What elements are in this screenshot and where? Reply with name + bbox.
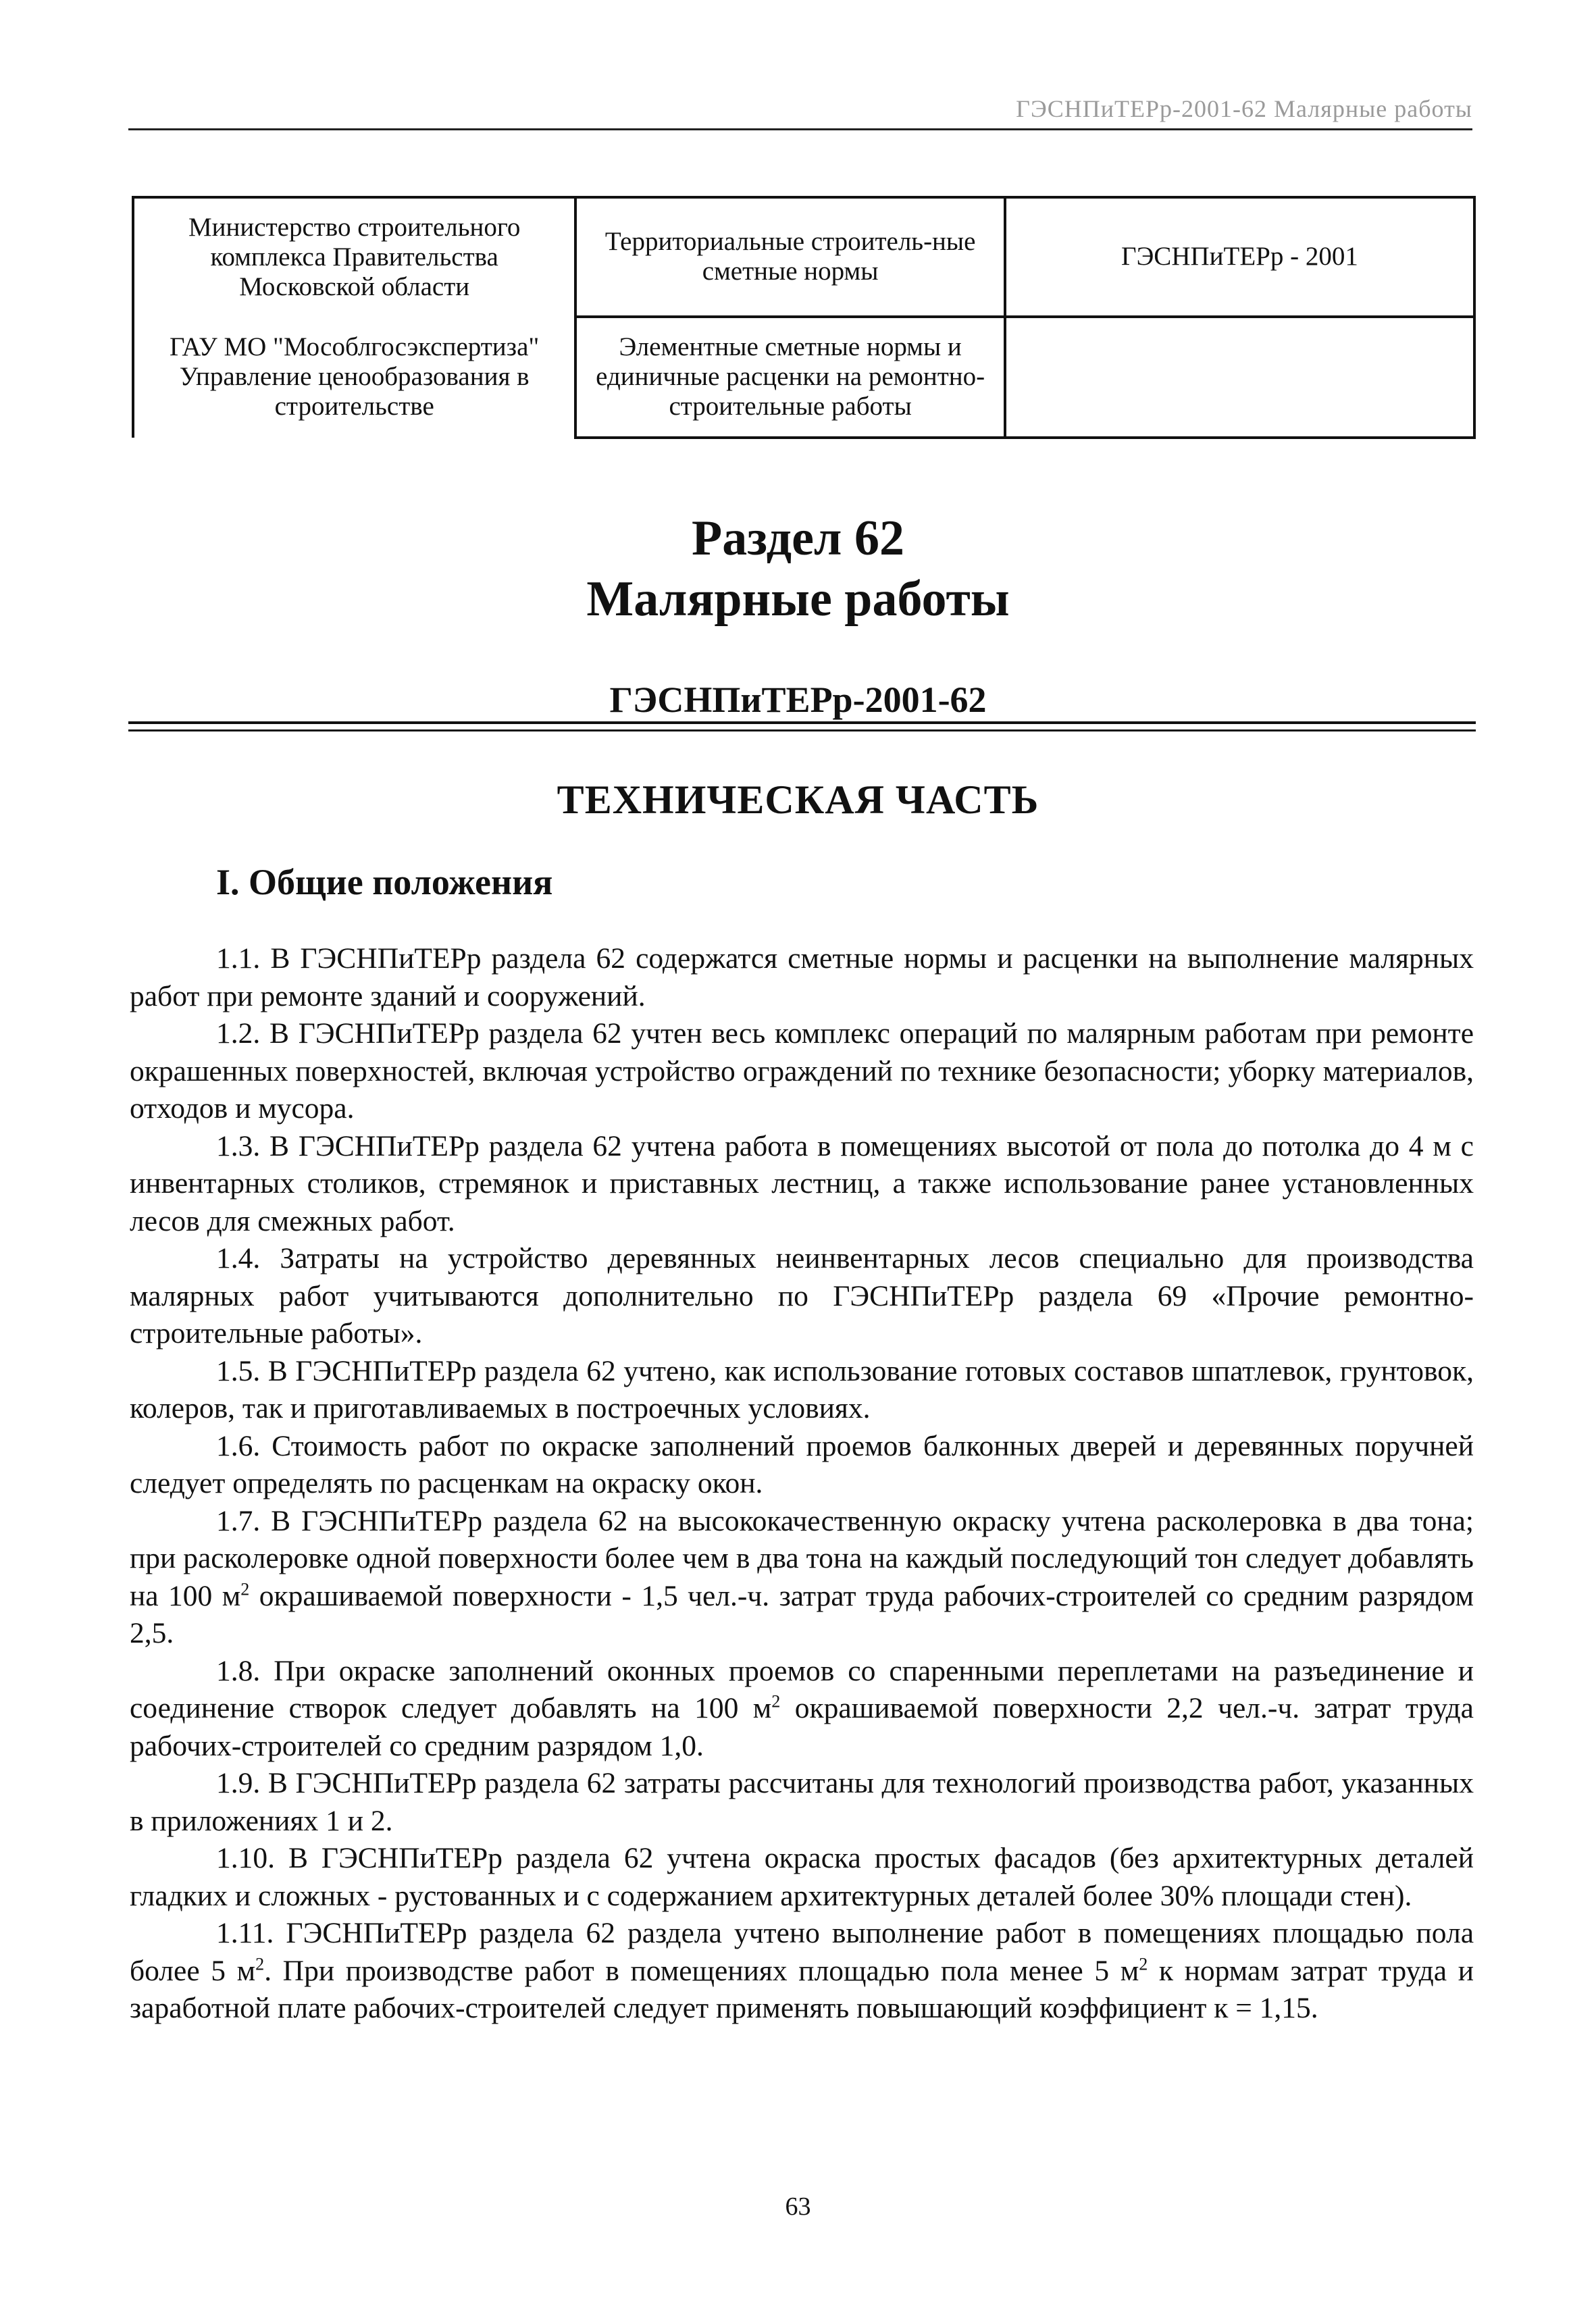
superscript: 2 [771,1691,781,1712]
clause-1-8-text-end: окрашиваемой поверхности 2,2 чел.-ч. затрат труда рабочих-строителей со средним разрядом 1,0. [130,1692,1474,1762]
code-title: ГЭСНПиТЕРр-2001-62 [609,679,987,720]
subsection-title: I. Общие положения [216,862,553,902]
clause-1-3: 1.3. В ГЭСНПиТЕРр раздела 62 учтена работа в помещениях высотой от пола до потолка до 4 м с инвентарных столиков, стремянок и приставных лестниц, а также использование ранее установленных лесов для смежных работ. [130,1129,1474,1237]
clause-1-6: 1.6. Стоимость работ по окраске заполнений проемов балконных дверей и деревянных поручней следует определять по расценкам на окраску окон. [130,1429,1474,1499]
document-header-table [132,196,1476,439]
clause-1-1: 1.1. В ГЭСНПиТЕРр раздела 62 содержатся сметные нормы и расценки на выполнение малярных работ при ремонте зданий и сооружений. [130,942,1474,1012]
clause-1-10: 1.10. В ГЭСНПиТЕРр раздела 62 учтена окраска простых фасадов (без архитектурных деталей гладких и сложных - рустованных и с содержанием архитектурных деталей более 30% площади стен). [130,1842,1474,1912]
running-header: ГЭСНПиТЕРр-2001-62 Малярные работы [1016,95,1472,122]
clause-1-7 [130,1503,1474,1653]
clauses-body [130,940,1474,2028]
clause-1-7-text: 1.7. В ГЭСНПиТЕРр раздела 62 на высококачественную окраску учтена расколеровка в два тона; при расколеровке одной поверхности более чем в два тона на каждый последующий тон следует добавлять на 100 м [130,1504,1474,1612]
clause-1-11-text-b: . При производстве работ в помещениях площадью пола менее 5 м [264,1954,1139,1987]
section-title: Малярные работы [586,571,1010,627]
empty-cell [1005,317,1474,438]
clause-1-7-text-end: окрашиваемой поверхности - 1,5 чел.-ч. затрат труда рабочих-строителей со средним разрядом 2,5. [130,1579,1474,1649]
clause-1-8 [130,1653,1474,1766]
norms-type-cell: Территориальные строитель-ные сметные нормы [575,197,1005,317]
header-rule [128,128,1472,130]
clause-1-11-text-c: к нормам затрат труда и заработной плате рабочих-строителей следует применять повышающий коэффициент к = 1,15. [130,1954,1474,2024]
superscript: 2 [240,1579,250,1599]
part-title: ТЕХНИЧЕСКАЯ ЧАСТЬ [557,777,1039,822]
clause-1-9: 1.9. В ГЭСНПиТЕРр раздела 62 затраты рассчитаны для технологий производства работ, указанных в приложениях 1 и 2. [130,1767,1474,1837]
clause-1-11 [130,1915,1474,2028]
clause-1-8-text: 1.8. При окраске заполнений оконных проемов со спаренными переплетами на разъединение и соединение створок следует добавлять на 100 м [130,1654,1474,1724]
clause-1-11-text-a: 1.11. ГЭСНПиТЕРр раздела 62 раздела учтено выполнение работ в помещениях площадью пола более 5 м [130,1917,1474,1987]
double-rule [128,721,1476,731]
code-cell: ГЭСНПиТЕРр - 2001 [1005,197,1474,317]
superscript: 2 [255,1954,265,1974]
superscript: 2 [1139,1954,1148,1974]
clause-1-2: 1.2. В ГЭСНПиТЕРр раздела 62 учтен весь комплекс операций по малярным работам при ремонте окрашенных поверхностей, включая устройство ограждений по технике безопасности; уборку материалов, отходов и мусора. [130,1017,1474,1125]
clause-1-4: 1.4. Затраты на устройство деревянных неинвентарных лесов специально для производства малярных работ учитываются дополнительно по ГЭСНПиТЕРр раздела 69 «Прочие ремонтно-строительные работы». [130,1242,1474,1349]
norms-subtype-cell: Элементные сметные нормы и единичные расценки на ремонтно-строительные работы [575,317,1005,438]
section-number: Раздел 62 [692,511,904,566]
agency-cell: ГАУ МО "Мособлгосэкспертиза" Управление ценообразования в строительстве [133,317,575,438]
page-number: 63 [785,2192,811,2221]
ministry-cell: Министерство строительного комплекса Правительства Московской области [133,197,575,317]
clause-1-5: 1.5. В ГЭСНПиТЕРр раздела 62 учтено, как использование готовых составов шпатлевок, грунтовок, колеров, так и приготавливаемых в построечных условиях. [130,1354,1474,1424]
